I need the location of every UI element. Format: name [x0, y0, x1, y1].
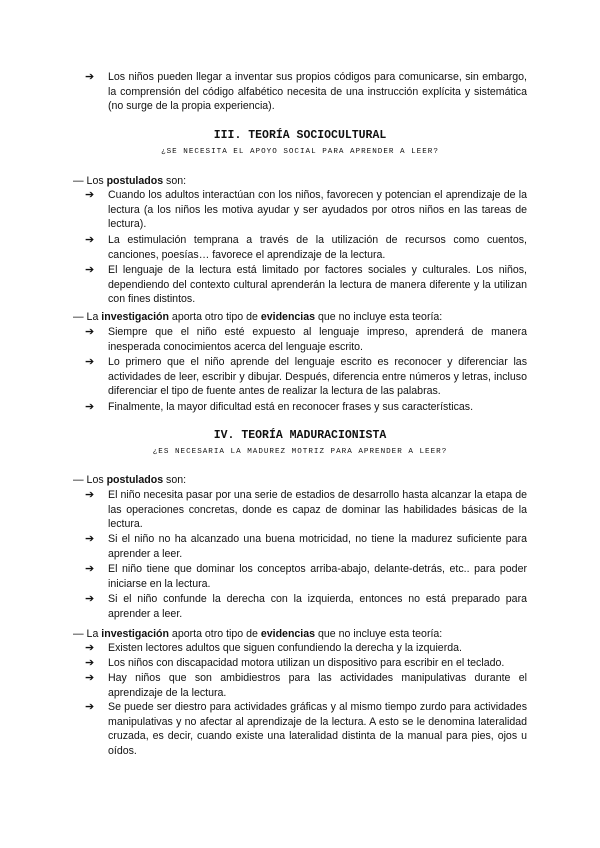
arrow-icon: ➔	[85, 563, 95, 575]
dash-icon: —	[73, 311, 84, 323]
list-item: ➔ La estimulación temprana a través de la utilización de recursos como cuentos, canciones, poesías… favorece el aprendizaje de la lectura.	[85, 234, 527, 261]
list-item: ➔ El lenguaje de la lectura está limitado por factores sociales y culturales. Los niños, dependiendo del contexto cultural aprenderán la lectura de manera diferente y la utilizan con fines distintos.	[85, 264, 527, 306]
dash-icon: —	[73, 628, 84, 640]
arrow-icon: ➔	[85, 71, 95, 83]
list-item: ➔ Lo primero que el niño aprende del lenguaje escrito es reconocer y diferenciar las actividades de leer, escribir y dibujar. Después, diferencia entre números y letras, incluso diferenciar el tipo de fuente antes de realizar la lectura de las palabras.	[85, 356, 527, 398]
section-question: ¿ES NECESARIA LA MADUREZ MOTRIZ PARA APRENDER A LEER?	[152, 448, 448, 456]
arrow-icon: ➔	[85, 234, 95, 246]
arrow-icon: ➔	[85, 356, 95, 368]
list-item: ➔ Se puede ser diestro para actividades gráficas y al mismo tiempo zurdo para actividades manipulativas y no afectar al aprendizaje de la lectura. A esto se le denomina lateralidad cruzada, es decir, cuando existe una lateralidad distinta de la manual para pies, ojos u oídos.	[85, 701, 527, 758]
arrow-icon: ➔	[85, 657, 95, 669]
investigacion-lead: — La investigación aporta otro tipo de evidencias que no incluye esta teoría:	[73, 628, 443, 640]
list-item: ➔ Siempre que el niño esté expuesto al lenguaje impreso, aprenderá de manera inesperada conocimientos acerca del lenguaje escrito.	[85, 326, 527, 353]
postulados-lead: — Los postulados son:	[73, 474, 187, 486]
arrow-icon: ➔	[85, 533, 95, 545]
list-item: ➔ El niño necesita pasar por una serie de estadios de desarrollo hasta alcanzar la etapa de las operaciones concretas, donde es capaz de dominar las habilidades básicas de la lectura.	[85, 489, 527, 531]
list-item: ➔ Hay niños que son ambidiestros para las actividades manipulativas durante el aprendizaje de la lectura.	[85, 672, 527, 699]
section-question: ¿SE NECESITA EL APOYO SOCIAL PARA APRENDER A LEER?	[161, 148, 439, 156]
arrow-icon: ➔	[85, 326, 95, 338]
arrow-icon: ➔	[85, 489, 95, 501]
investigacion-lead: — La investigación aporta otro tipo de evidencias que no incluye esta teoría:	[73, 311, 443, 323]
list-item: ➔ Cuando los adultos interactúan con los niños, favorecen y potencian el aprendizaje de la lectura (a los niños les motiva ayudar y ser ayudados por otros niños en las tareas de lectura).	[85, 189, 527, 231]
section-title: IV. TEORÍA MADURACIONISTA	[213, 429, 387, 442]
arrow-icon: ➔	[85, 701, 95, 713]
dash-icon: —	[73, 175, 84, 187]
arrow-icon: ➔	[85, 401, 95, 413]
dash-icon: —	[73, 474, 84, 486]
arrow-icon: ➔	[85, 593, 95, 605]
arrow-icon: ➔	[85, 642, 95, 654]
list-item: ➔ El niño tiene que dominar los conceptos arriba-abajo, delante-detrás, etc.. para poder iniciarse en la lectura.	[85, 563, 527, 590]
list-item: ➔ Finalmente, la mayor dificultad está en reconocer frases y sus características.	[85, 401, 474, 413]
list-item: ➔ Si el niño no ha alcanzado una buena motricidad, no tiene la madurez suficiente para aprender a leer.	[85, 533, 527, 560]
arrow-icon: ➔	[85, 672, 95, 684]
section-title: III. TEORÍA SOCIOCULTURAL	[213, 129, 387, 142]
arrow-icon: ➔	[85, 189, 95, 201]
bullet-text: Los niños pueden llegar a inventar sus propios códigos para comunicarse, sin embargo, la comprensión del código alfabético necesita de una instrucción explícita y sistemática (no surge de la propia experiencia).	[108, 71, 527, 113]
list-item: ➔ Si el niño confunde la derecha con la izquierda, entonces no está preparado para aprender a leer.	[85, 593, 527, 620]
intro-bullet	[85, 70, 527, 114]
list-item: ➔ Existen lectores adultos que siguen confundiendo la derecha y la izquierda.	[85, 642, 462, 654]
arrow-icon: ➔	[85, 264, 95, 276]
list-item: ➔ Los niños con discapacidad motora utilizan un dispositivo para escribir en el teclado.	[85, 657, 505, 669]
postulados-lead: — Los postulados son:	[73, 175, 187, 187]
